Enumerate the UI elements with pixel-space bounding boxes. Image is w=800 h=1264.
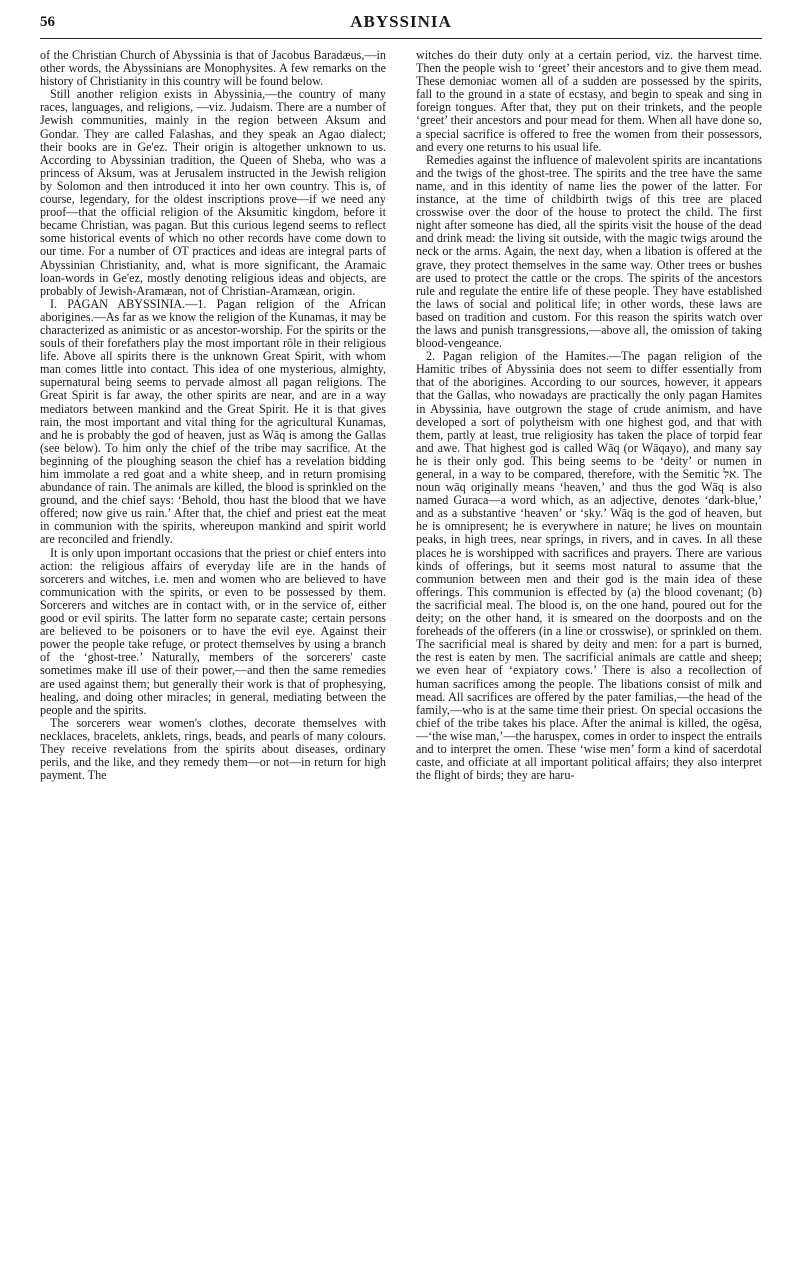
paragraph: of the Christian Church of Abyssinia is that of Jacobus Baradæus,—in other words, the Abyssinians are Monophysites. A few remarks on the history of Christianity in this country will be found below. [40,48,386,89]
page-header [40,0,762,39]
page-number: 56 [40,14,55,30]
text-columns [40,49,762,782]
running-title: ABYSSINIA [350,12,452,31]
paragraph: Still another religion exists in Abyssinia,—the country of many races, languages, and religions, —viz. Judaism. There are a number of Jewish communities, mainly in the region between Aksum and Gondar. They are called Falashas, and they speak an Agao dialect; their books are in Ge'ez. Their origin is altogether unknown to us. According to Abyssinian tradition, the Queen of Sheba, who was a princess of Aksum, was at Jerusalem instructed in the Jewish religion by Solomon and then introduced it into her own country. This is, of course, legendary, for the oldest inscriptions prove—if we need any proof—that the official religion of the Aksumitic kingdom, before it became Christian, was pagan. But this curious legend seems to reflect some historical events of which no other records have come down to our time. For a number of OT practices and ideas are integral parts of Abyssinian Christianity, and, what is more significant, the Aramaic loan-words in Ge'ez, mostly denoting religious ideas and objects, are probably of Jewish-Aramæan, not of Christian-Aramæan, origin. [40,87,386,298]
paragraph: The sorcerers wear women's clothes, decorate themselves with necklaces, bracelets, anklets, rings, beads, and pearls of many colours. They receive revelations from the spirits about diseases, ordinary perils, and the like, and they remedy them—or not—in return for high payment. The [40,715,386,783]
paragraph: witches do their duty only at a certain period, viz. the harvest time. Then the people wish to ‘greet’ their ancestors and to give them mead. These demoniac women all of a sudden are possessed by the spirits, fall to the ground in a state of ecstasy, and begin to speak and sing in foreign tongues. After that, they put on their trinkets, and the people ‘greet’ their ancestors and pour mead for them. When all have done so, a special sacrifice is offered to free the women from their possessors, and every one returns to his usual life. [416,48,762,154]
paragraph: It is only upon important occasions that the priest or chief enters into action: the religious affairs of everyday life are in the hands of sorcerers and witches, i.e. men and women who are believed to have communication with the spirits, or even to be possessed by them. Sorcerers and witches are in contact with, or in the service of, either good or evil spirits. The latter form no separate caste; certain persons are believed to be poisoners or to have the evil eye. Against their power the people take refuge, or protect themselves by using a branch of the ‘ghost-tree.’ Naturally, members of the sorcerers' caste sometimes make ill use of their power,—and then the same remedies are used against them; but generally their work is that of prophesying, healing, and doing other miracles; in general, mediating between the people and the spirits. [40,545,386,717]
paragraph: I. PAGAN ABYSSINIA.—1. Pagan religion of the African aborigines.—As far as we know the religion of the Kunamas, it may be characterized as animistic or as ancestor-worship. For the spirits or the souls of their forefathers play the most important rôle in their religious life. Above all spirits there is the unknown Great Spirit, with whom man comes little into contact. This idea of one mysterious, almighty, supernatural being seems to pervade almost all pagan religions. The Great Spirit is far away, the other spirits are near, and are in a way mediators between mankind and the Great Spirit. He it is that gives rain, the most important and vital thing for the agricultural Kunamas, and he is probably the god of heaven, just as Wāq is among the Gallas (see below). To him only the chief of the tribe may sacrifice. At the beginning of the ploughing season the chief has a revelation bidding him immolate a red goat and a white sheep, and in return promising abundance of rain. The animals are killed, the blood is sprinkled on the ground, and the chief says: ‘Behold, thou hast the blood that we have offered; now give us rain.’ After that, the chief and priest eat the meat in communion with the spirits, whereupon mankind and spirit world are reconciled and friendly. [40,296,386,547]
paragraph: Remedies against the influence of malevolent spirits are incantations and the twigs of the ghost-tree. The spirits and the tree have the same name, and in this identity of name lies the power of the latter. For instance, at the time of childbirth twigs of this tree are placed crosswise over the door of the house to protect the child. The first night after someone has died, all the spirits visit the house of the dead and drink mead: the living sit outside, with the magic twigs around the neck or the arms. Again, the next day, when a libation is offered at the grave, they protect themselves in the same way. Other trees or bushes are used to protect the cattle or the crops. The spirits of the ancestors rule and regulate the entire life of these people. They have established the laws of social and political life; in other words, these laws are based on tradition and custom. For this reason the spirits watch over the laws and punish transgressions,—above all, the omission of taking blood-vengeance. [416,152,762,351]
right-column [416,49,762,782]
paragraph: 2. Pagan religion of the Hamites.—The pagan religion of the Hamitic tribes of Abyssinia does not seem to differ essentially from that of the aborigines. According to our sources, however, it appears that the Gallas, who nowadays are practically the only pagan Hamites in Abyssinia, have outgrown the stage of crude animism, and have developed a sort of polytheism with one highest god, and that with them, partly at least, true religiosity has taken the place of torpid fear and awe. That highest god is called Wāq (or Wāqayo), and many say he is their only god. This being seems to be ‘deity’ or numen in general, in a way to be compared, therefore, with the Semitic אל. The noun wāq originally means ‘heaven,’ and thus the god Wāq is also named Guraca—a word which, as an adjective, denotes ‘dark-blue,’ and as a substantive ‘heaven’ or ‘sky.’ Wāq is the god of heaven, but he is omnipresent; he is everywhere in nature; he lives on mountain peaks, in high trees, near springs, in rivers, and in caves. In all these places he is worshipped with sacrifices and prayers. There are various kinds of offerings, but it seems most natural to assume that the communion between men and their god is the main idea of these offerings. This communion is effected by (a) the blood covenant; (b) the sacrificial meal. The blood is, on the one hand, poured out for the deity; on the other hand, it is smeared on the doorposts and on the foreheads of the offerers (in a line or crosswise), or sprinkled on them. The sacrificial meal is shared by deity and men: for a part is burned, the rest is eaten by men. The sacrificial animals are cattle and sheep; we even hear of ‘expiatory cows.’ There is also a recollection of human sacrifices among the people. The libations consist of milk and mead. All sacrifices are offered by the pater familias,—the head of the family,—who is at the same time their priest. On special occasions the chief of the tribe takes his place. After the animal is killed, the ogēsa,—‘the wise man,’—the haruspex, comes in order to inspect the entrails and to interpret the omen. These ‘wise men’ form a kind of sacerdotal caste, and officiate at all important political affairs; they also interpret the flight of birds; they are haru- [416,349,762,783]
left-column [40,49,386,782]
